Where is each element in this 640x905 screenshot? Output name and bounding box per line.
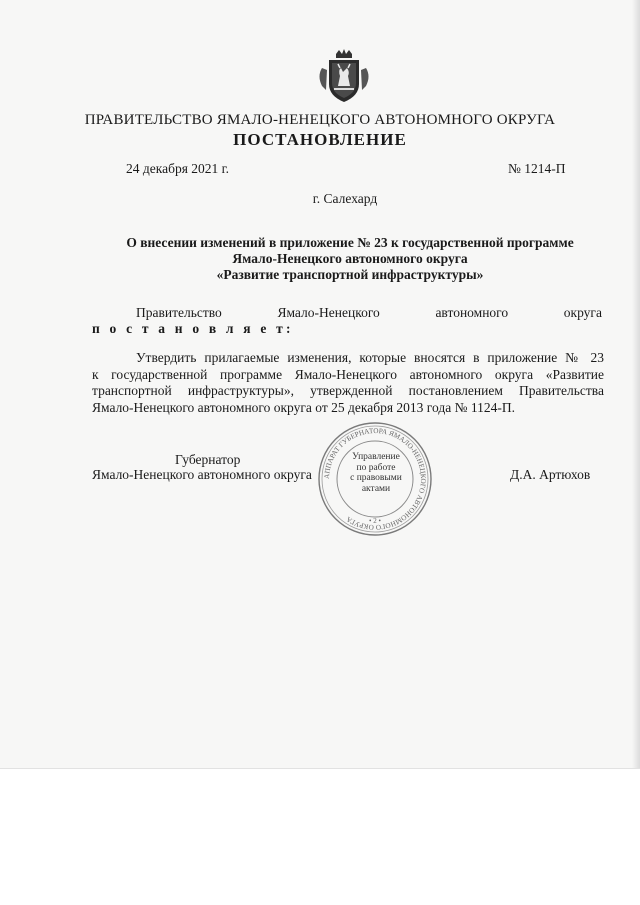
- stamp-line: Управление: [352, 452, 400, 462]
- preamble: [92, 305, 602, 337]
- body-line: к государственной программе Ямало-Ненецкого автономного округа «Развитие: [92, 366, 604, 382]
- title-line: Ямало-Ненецкого автономного округа: [232, 251, 468, 266]
- body-line: транспортной инфраструктуры», утвержденной постановлением Правительства: [92, 383, 604, 398]
- preamble-word: Правительство: [136, 305, 222, 320]
- stamp-inner-text: [347, 452, 405, 494]
- body-line: Ямало-Ненецкого автономного округа от 25 декабря 2013 года № 1124-П.: [92, 399, 515, 415]
- document-type-heading: ПОСТАНОВЛЕНИЕ: [233, 130, 407, 149]
- resolution-body: [92, 350, 604, 416]
- coat-of-arms-icon: [314, 46, 374, 106]
- document-date: 24 декабря 2021 г.: [126, 161, 230, 176]
- body-line: Утвердить прилагаемые изменения, которые вносятся в приложение № 23: [136, 350, 604, 365]
- document-city: г. Салехард: [312, 191, 378, 206]
- stamp-ring-text: АППАРАТ ГУБЕРНАТОРА ЯМАЛО-НЕНЕЦКОГО АВТОНОМНОГО ОКРУГА: [322, 426, 428, 532]
- signatory-position: Губернатор: [175, 452, 241, 467]
- stamp-number: • 2 •: [369, 517, 381, 525]
- title-line: О внесении изменений в приложение № 23 к государственной программе: [126, 235, 574, 250]
- preamble-word: Ямало-Ненецкого: [277, 305, 380, 320]
- preamble-line: [92, 305, 602, 321]
- document-title: [100, 235, 600, 283]
- signatory-organization: Ямало-Ненецкого автономного округа: [92, 467, 312, 482]
- stamp-line: по работе: [356, 462, 396, 473]
- document-number: № 1214-П: [508, 161, 566, 176]
- preamble-word: автономного: [435, 305, 509, 320]
- preamble-word: округа: [563, 305, 602, 320]
- preamble-action: п о с т а н о в л я е т:: [92, 321, 294, 336]
- stamp-line: с правовыми: [350, 473, 402, 483]
- signatory-name: Д.А. Артюхов: [510, 467, 591, 482]
- government-heading: ПРАВИТЕЛЬСТВО ЯМАЛО-НЕНЕЦКОГО АВТОНОМНОГО ОКРУГА: [84, 112, 556, 128]
- stamp-line: актами: [361, 483, 391, 494]
- title-line: «Развитие транспортной инфраструктуры»: [216, 267, 484, 282]
